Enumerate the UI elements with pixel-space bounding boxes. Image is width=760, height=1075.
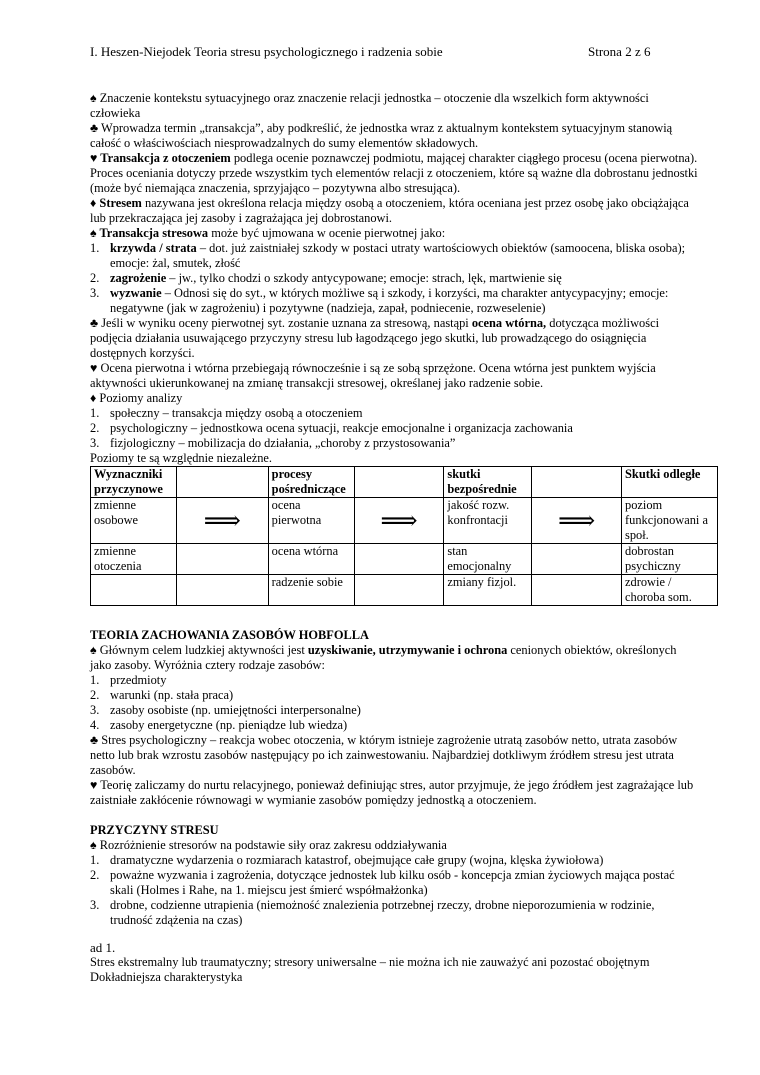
paragraph-environment: ♥ Transakcja z otoczeniem podlega ocenie poznawczej podmiotu, mającej charakter ciągłego procesu (ocena pierwotna). Proces oceniania dotyczy przede wszystkim tych elementów relacji z otoczeniem, które są ważne dla dobrostanu jednostki (może być niemająca znaczenia, sprzyjająco – pozytywna albo stresująca). [90,151,698,195]
list-item: 1. przedmioty [90,673,167,687]
levels-list [90,406,700,451]
list-item: 2. zagrożenie – jw., tylko chodzi o szkody antycypowane; emocje: strach, lęk, martwienie się [90,271,562,285]
list-item: 3. wyzwanie – Odnosi się do syt., w których możliwe są i szkody, i korzyści, ma charakter antycypacyjny; emocje: negatywne (jak w zagrożeniu) i pozytywne (nadzieja, zapał, podniecenie, rozweselenie) [90,286,669,315]
paragraph-stress-definition: ♦ Stresem nazywana jest określona relacja między osobą a otoczeniem, która oceniana jest przez osobę jako obciążająca lub przekraczająca jej zasoby i zagrażająca jej dobrostanowi. [90,196,689,225]
paragraph-psych-stress: ♣ Stres psychologiczny – reakcja wobec otoczenia, w którym istnieje zagrożenie utratą zasobów netto, utrata zasobów netto lub brak wzrostu zasobów następujący po ich zainwestowaniu. Najbardziej dotkliwym źródłem stresu jest utrata zasobów. [90,733,678,777]
paragraph-extreme-stress: Stres ekstremalny lub traumatyczny; stresory uniwersalne – nie można ich nie zauważyć ani pozostać obojętnym [90,955,650,969]
paragraph-independence: Poziomy te są względnie niezależne. [90,451,272,465]
table-row [91,575,718,606]
double-arrow-icon: ⟹ [176,498,268,544]
stress-model-table [90,466,718,606]
heart-icon: ♥ [90,151,98,165]
double-arrow-icon: ⟹ [532,498,622,544]
table-cell: ocena wtórna [268,544,354,575]
paragraph-transaction: ♣ Wprowadza termin „transakcja”, aby podkreślić, że jednostka wraz z aktualnym kontekstem sytuacyjnym stanowią całość o właściwościach niesprowadzalnych do sumy elementów składowych. [90,121,673,150]
ad-label: ad 1. [90,940,116,955]
resources-list [90,673,700,733]
page-number: Strona 2 z 6 [588,44,651,59]
page-header [90,44,668,60]
table-cell: zmiany fizjol. [444,575,532,606]
table-header-cell: skutki bezpośrednie [444,467,532,498]
table-cell: radzenie sobie [268,575,354,606]
list-item: 1. dramatyczne wydarzenia o rozmiarach katastrof, obejmujące całe grupy (wojna, klęska żywiołowa) [90,853,604,867]
heart-icon: ♥ [90,778,98,792]
stressors-list [90,853,700,928]
diamond-icon: ♦ [90,391,97,405]
paragraph-levels: ♦ Poziomy analizy [90,391,183,405]
section-title-hobfoll: TEORIA ZACHOWANIA ZASOBÓW HOBFOLLA [90,628,369,642]
diamond-icon: ♦ [90,196,97,210]
table-header-cell: procesy pośredniczące [268,467,354,498]
list-item: 1. krzywda / strata – dot. już zaistniałej szkody w postaci utraty wartościowych obiektów (samoocena, bliska osoba); emocje: żal, smutek, złość [90,241,686,270]
paragraph-secondary-appraisal: ♣ Jeśli w wyniku oceny pierwotnej syt. zostanie uznana za stresową, nastąpi ocena wtórna, dotycząca możliwości podjęcia działania usuwającego przyczyny stresu lub łagodzącego jego skutki, lub prowadzącego do osiągnięcia dostępnych korzyści. [90,316,660,360]
table-header-cell: Wyznaczniki przyczynowe [91,467,177,498]
list-item: 2. poważne wyzwania i zagrożenia, dotyczące jednostek lub kilku osób - koncepcja zmian życiowych mająca postać skali (Holmes i Rahe, na 1. miejscu jest śmierć współmałżonka) [90,868,675,897]
table-cell [91,575,177,606]
table-cell: ocena pierwotna [268,498,354,544]
table-cell: zmienne osobowe [91,498,177,544]
spade-icon: ♠ [90,838,97,852]
list-item: 2. psychologiczny – jednostkowa ocena sytuacji, reakcje emocjonalne i organizacja zachowania [90,421,573,435]
list-item: 3. fizjologiczny – mobilizacja do działania, „choroby z przystosowania” [90,436,456,450]
list-item: 1. społeczny – transakcja między osobą a otoczeniem [90,406,363,420]
table-cell: dobrostan psychiczny [622,544,718,575]
club-icon: ♣ [90,733,99,747]
table-header-row [91,467,718,498]
list-item: 2. warunki (np. stała praca) [90,688,234,702]
header-title: I. Heszen-Niejodek Teoria stresu psychologicznego i radzenia sobie [90,44,443,59]
table-row [91,498,718,544]
spade-icon: ♠ [90,91,97,105]
table-cell: zmienne otoczenia [91,544,177,575]
paragraph-resources-goal: ♠ Głównym celem ludzkiej aktywności jest uzyskiwanie, utrzymywanie i ochrona cenionych obiektów, określonych jako zasoby. Wyróżnia cztery rodzaje zasobów: [90,643,677,672]
document-body [90,91,708,985]
club-icon: ♣ [90,121,99,135]
club-icon: ♣ [90,316,99,330]
double-arrow-icon: ⟹ [354,498,444,544]
list-item: 3. zasoby osobiste (np. umiejętności interpersonalne) [90,703,361,717]
table-cell: zdrowie / choroba som. [622,575,718,606]
paragraph-details: Dokładniejsza charakterystyka [90,970,243,984]
paragraph-stressors: ♠ Rozróżnienie stresorów na podstawie siły oraz zakresu oddziaływania [90,838,447,852]
list-item: 3. drobne, codzienne utrapienia (niemożność znalezienia potrzebnej rzeczy, drobne nieporozumienia w rodzinie, trudność zdążenia na czas) [90,898,655,927]
appraisal-list [90,241,700,316]
paragraph-stress-transaction: ♠ Transakcja stresowa może być ujmowana w ocenie pierwotnej jako: [90,226,446,240]
spade-icon: ♠ [90,226,97,240]
list-item: 4. zasoby energetyczne (np. pieniądze lub wiedza) [90,718,348,732]
section-title-causes: PRZYCZYNY STRESU [90,823,219,837]
spade-icon: ♠ [90,643,97,657]
heart-icon: ♥ [90,361,98,375]
table-cell: poziom funkcjonowani a społ. [622,498,718,544]
paragraph-coupled-appraisal: ♥ Ocena pierwotna i wtórna przebiegają równocześnie i są ze sobą sprzężone. Ocena wtórna jest punktem wyjścia aktywności ukierunkowanej na zmianę transakcji stresowej, określanej jako radzenie sobie. [90,361,656,390]
table-row [91,544,718,575]
paragraph-context: ♠ Znaczenie kontekstu sytuacyjnego oraz znaczenie relacji jednostka – otoczenie dla wszelkich form aktywności człowieka [90,91,649,120]
paragraph-relational: ♥ Teorię zaliczamy do nurtu relacyjnego, ponieważ definiując stres, autor przyjmuje, że jego źródłem jest zagrażające lub zaistniałe zakłócenie równowagi w wymianie zasobów pomiędzy jednostką a otoczeniem. [90,778,694,807]
table-cell: jakość rozw. konfrontacji [444,498,532,544]
table-header-cell: Skutki odległe [622,467,718,498]
table-cell: stan emocjonalny [444,544,532,575]
